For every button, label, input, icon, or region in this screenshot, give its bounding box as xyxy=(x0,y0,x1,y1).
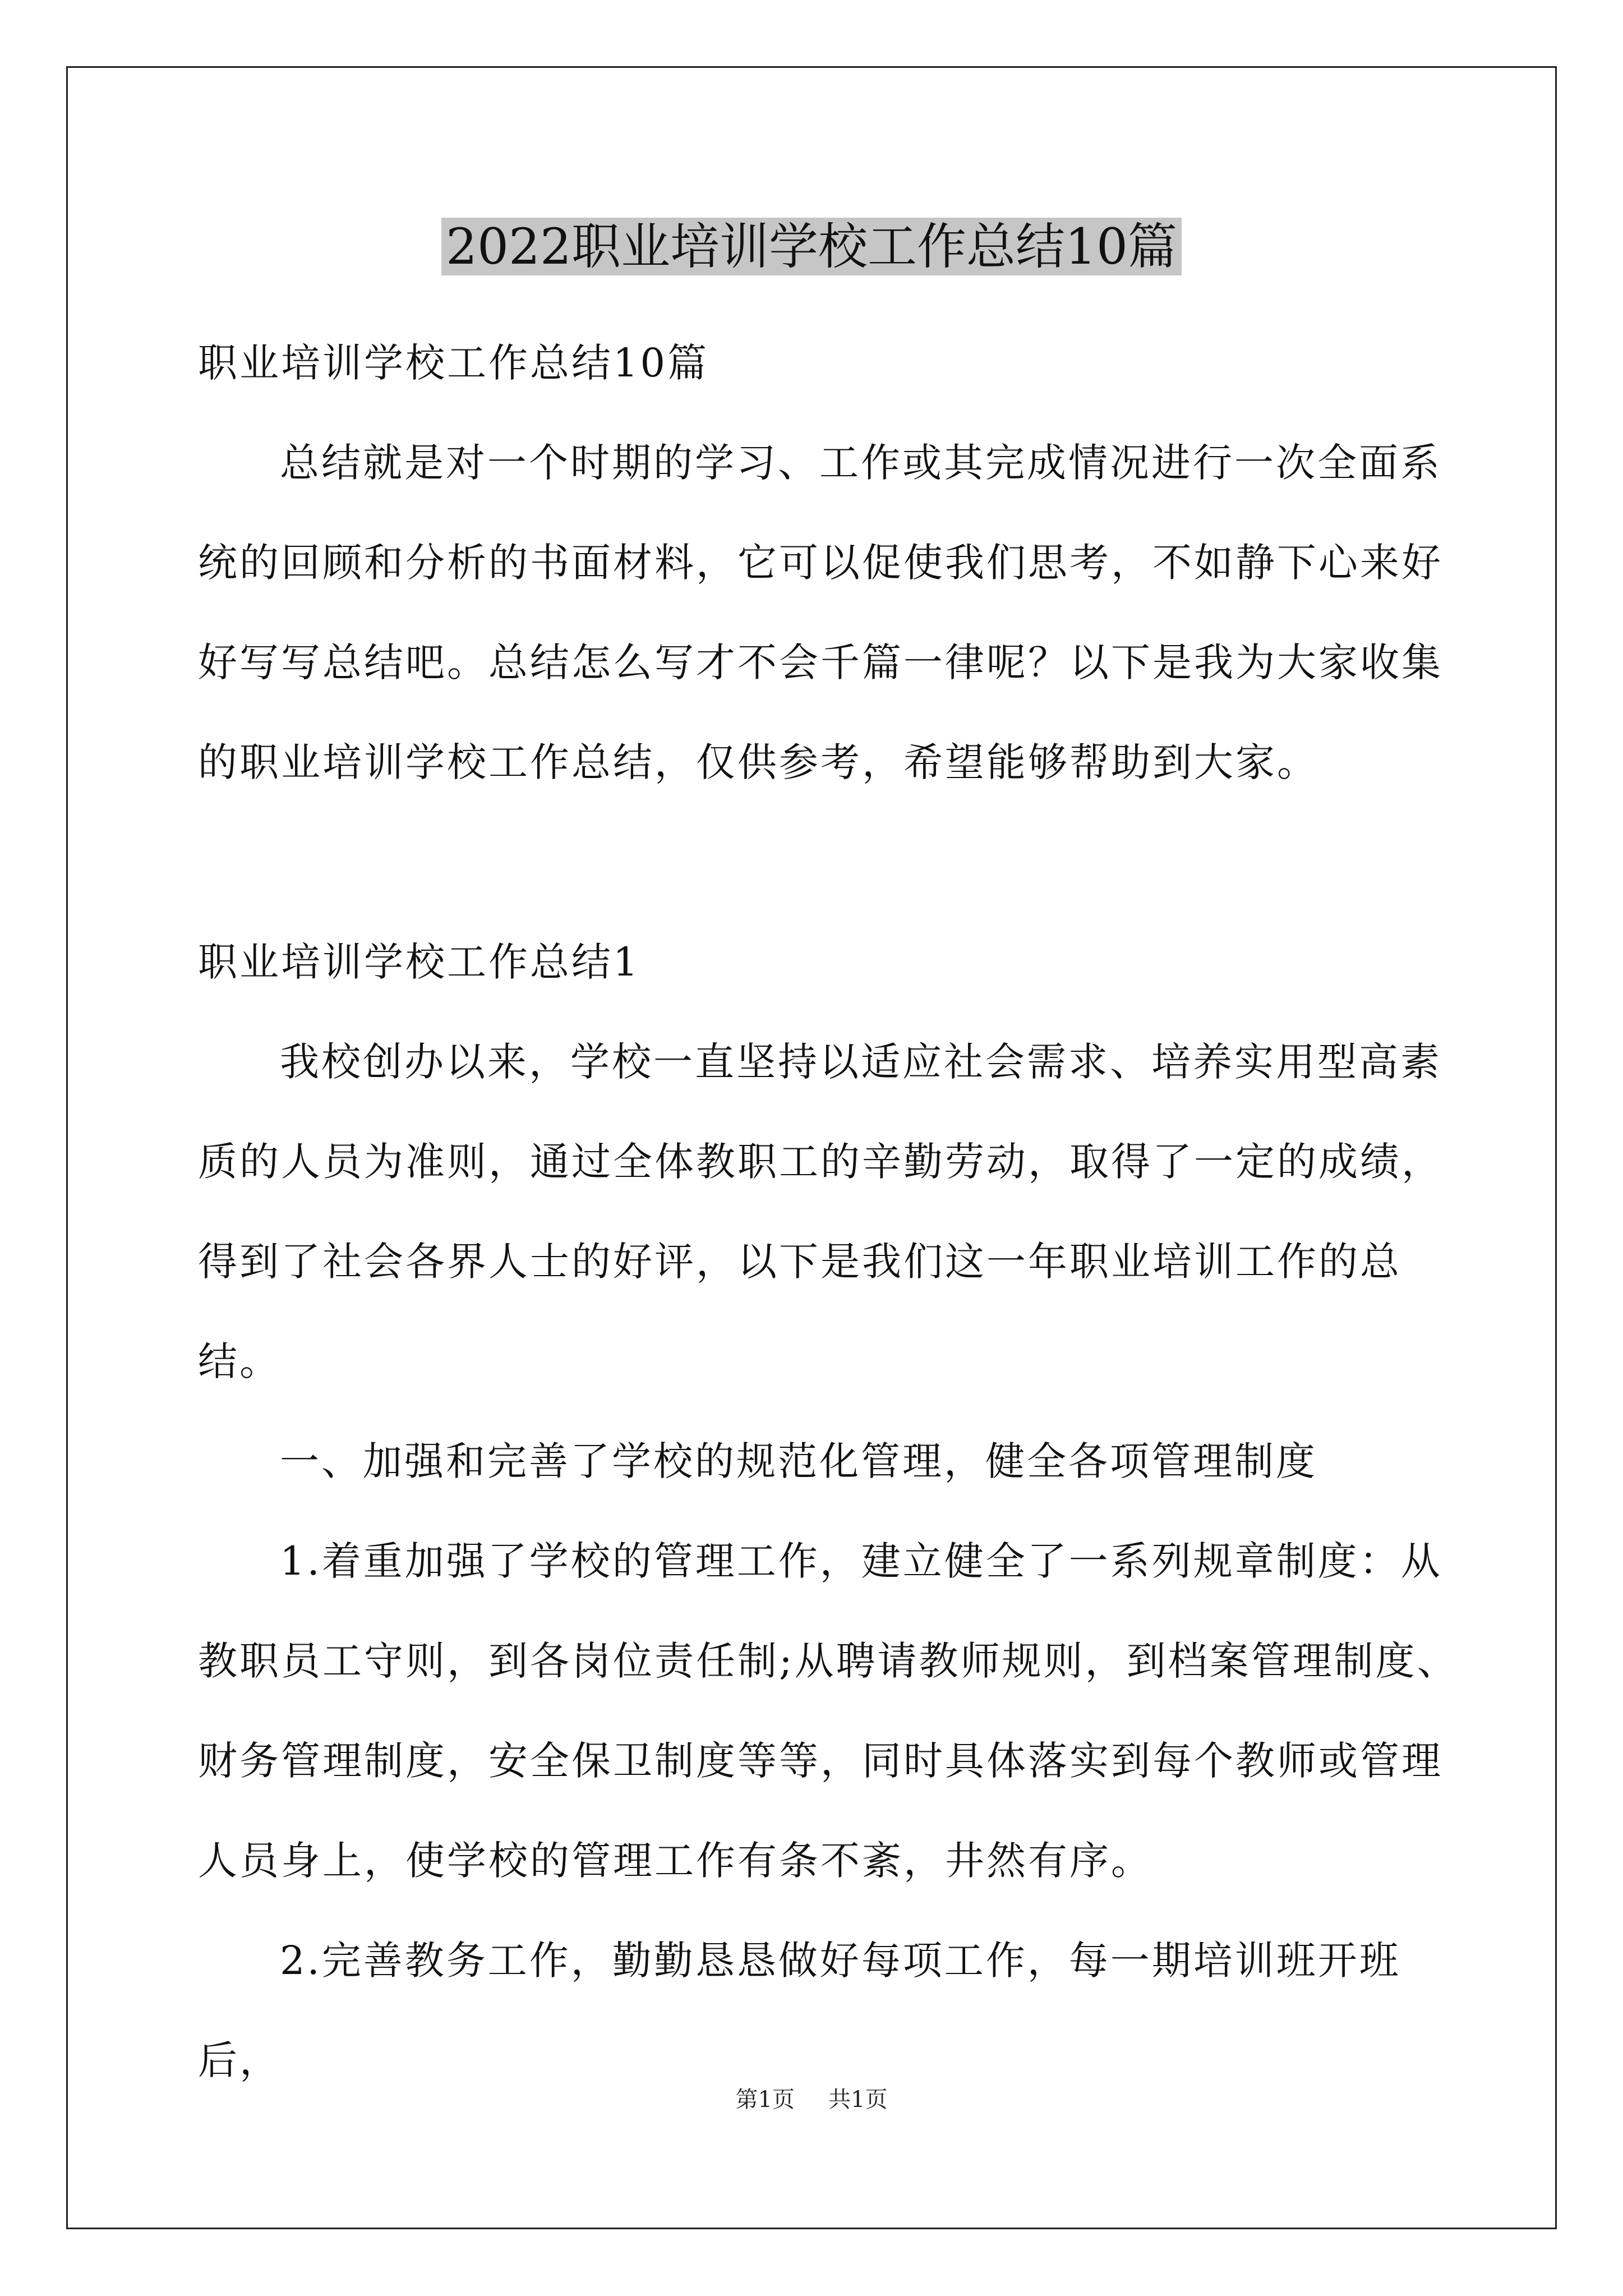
intro-paragraph: 总结就是对一个时期的学习、工作或其完成情况进行一次全面系统的回顾和分析的书面材料，它可以促使我们思考，不如静下心来好好写写总结吧。总结怎么写才不会千篇一律呢？以下是我为大家收集的职业培训学校工作总结，仅供参考，希望能够帮助到大家。 xyxy=(198,440,1443,785)
document-body xyxy=(198,313,1477,2110)
page-total: 共1页 xyxy=(828,2087,888,2113)
section-heading: 职业培训学校工作总结10篇 xyxy=(198,340,709,386)
body-paragraph: 2.完善教务工作，勤勤恳恳做好每项工作，每一期培训班开班后， xyxy=(198,1938,1401,2083)
document-title-text: 2022职业培训学校工作总结10篇 xyxy=(441,218,1182,275)
document-title xyxy=(0,205,1623,289)
page-number: 第1页 xyxy=(735,2087,795,2113)
body-paragraph: 1.着重加强了学校的管理工作，建立健全了一系列规章制度：从教职员工守则，到各岗位责任制;从聘请教师规则，到档案管理制度、财务管理制度，安全保卫制度等等，同时具体落实到每个教师或管理人员身上，使学校的管理工作有条不紊，井然有序。 xyxy=(198,1538,1459,1884)
page-footer xyxy=(0,2083,1623,2116)
section-heading: 职业培训学校工作总结1 xyxy=(198,939,640,985)
body-paragraph: 我校创办以来，学校一直坚持以适应社会需求、培养实用型高素质的人员为准则，通过全体教职工的辛勤劳动，取得了一定的成绩，得到了社会各界人士的好评，以下是我们这一年职业培训工作的总结。 xyxy=(198,1039,1443,1384)
subsection-heading: 一、加强和完善了学校的规范化管理，健全各项管理制度 xyxy=(280,1438,1317,1484)
